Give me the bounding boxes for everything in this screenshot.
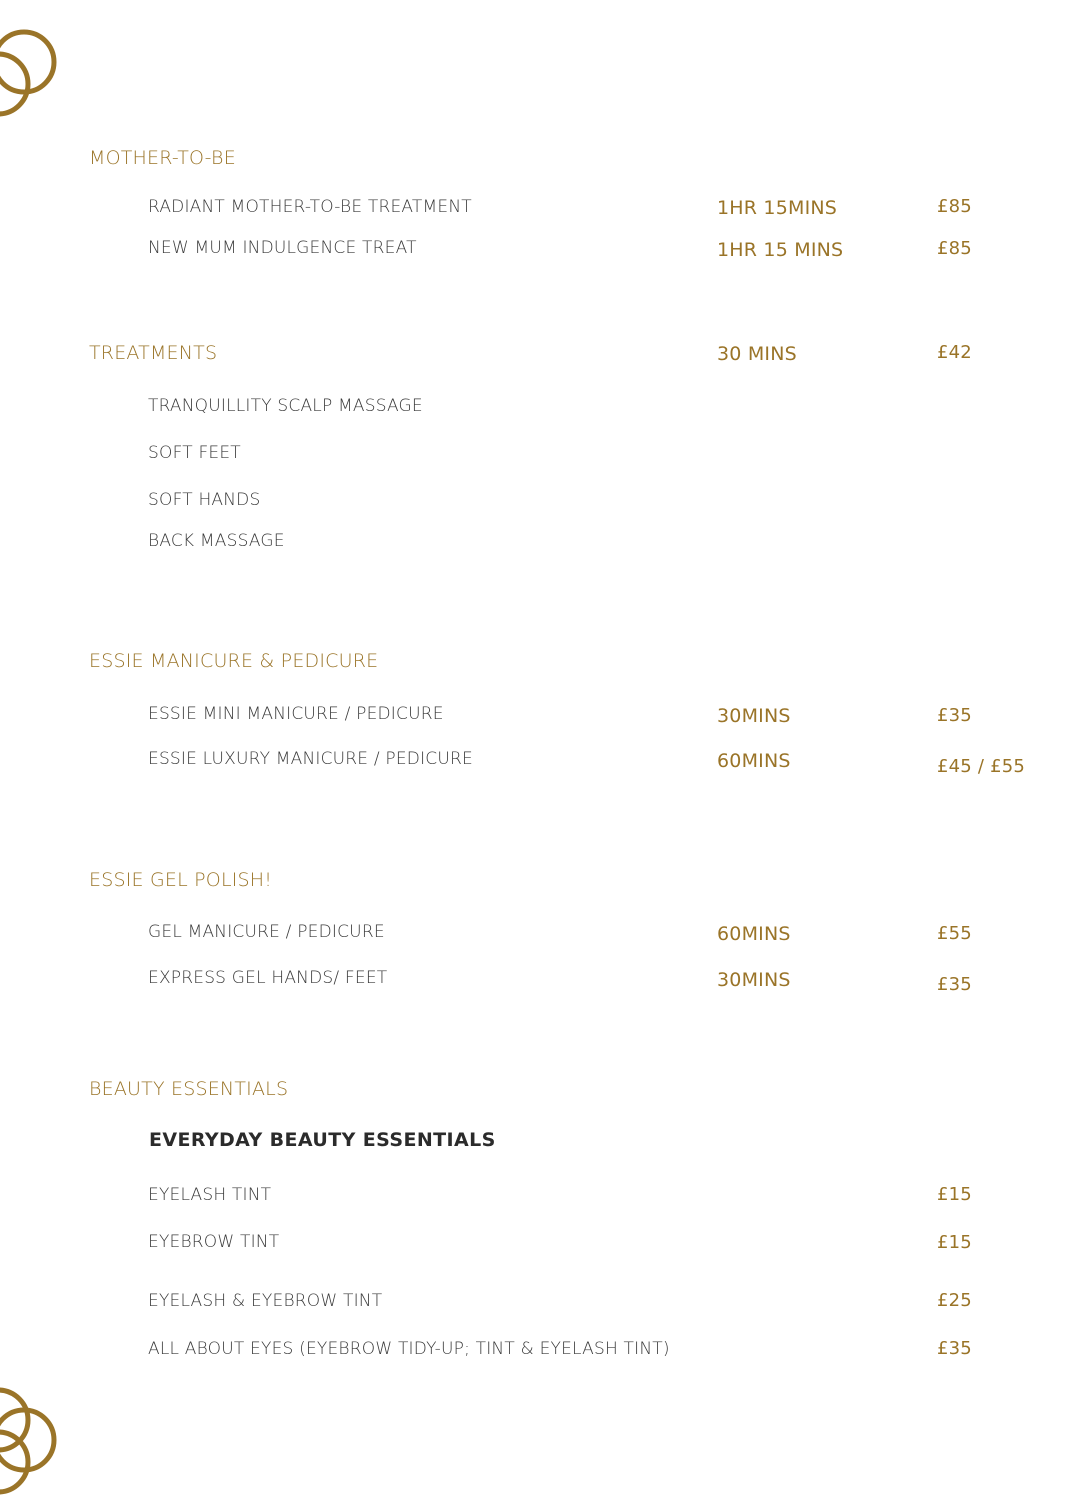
service-duration: 30 MINS bbox=[717, 343, 797, 365]
service-name: SOFT FEET bbox=[148, 443, 241, 463]
service-name: EYELASH & EYEBROW TINT bbox=[148, 1291, 383, 1311]
section-heading-beauty-essentials: BEAUTY ESSENTIALS bbox=[89, 1078, 289, 1100]
section-heading-essie-manicure-pedicure: ESSIE MANICURE & PEDICURE bbox=[89, 650, 379, 672]
service-name: ESSIE LUXURY MANICURE / PEDICURE bbox=[148, 749, 473, 769]
service-price: £35 bbox=[937, 974, 972, 995]
service-price: £85 bbox=[937, 196, 972, 217]
service-name: ALL ABOUT EYES (EYEBROW TIDY-UP; TINT & EYELASH TINT) bbox=[148, 1339, 670, 1359]
service-price: £35 bbox=[937, 1338, 972, 1359]
service-price: £25 bbox=[937, 1290, 972, 1311]
service-name: GEL MANICURE / PEDICURE bbox=[148, 922, 385, 942]
service-name: TRANQUILLITY SCALP MASSAGE bbox=[148, 396, 423, 416]
service-price: £55 bbox=[937, 923, 972, 944]
service-name: ESSIE MINI MANICURE / PEDICURE bbox=[148, 704, 444, 724]
service-price: £85 bbox=[937, 238, 972, 259]
service-duration: 1HR 15 MINS bbox=[717, 239, 844, 261]
service-duration: 30MINS bbox=[717, 705, 791, 727]
gold-rings-logo-icon bbox=[0, 18, 60, 118]
subheading-everyday-beauty: EVERYDAY BEAUTY ESSENTIALS bbox=[149, 1129, 496, 1151]
service-name: RADIANT MOTHER-TO-BE TREATMENT bbox=[148, 197, 472, 217]
section-heading-essie-gel-polish: ESSIE GEL POLISH! bbox=[89, 869, 273, 891]
service-duration: 60MINS bbox=[717, 923, 791, 945]
service-price: £35 bbox=[937, 705, 972, 726]
service-duration: 1HR 15MINS bbox=[717, 197, 838, 219]
gold-rings-logo-icon bbox=[0, 1380, 60, 1500]
section-heading-treatments: TREATMENTS bbox=[89, 342, 218, 364]
service-price: £42 bbox=[937, 342, 972, 363]
service-duration: 30MINS bbox=[717, 969, 791, 991]
service-duration: 60MINS bbox=[717, 750, 791, 772]
service-name: BACK MASSAGE bbox=[148, 531, 285, 551]
service-price: £45 / £55 bbox=[937, 756, 1026, 777]
service-name: SOFT HANDS bbox=[148, 490, 261, 510]
service-name: EYELASH TINT bbox=[148, 1185, 272, 1205]
section-heading-mother-to-be: MOTHER-TO-BE bbox=[89, 147, 236, 169]
service-name: NEW MUM INDULGENCE TREAT bbox=[148, 238, 417, 258]
service-price: £15 bbox=[937, 1232, 972, 1253]
service-name: EXPRESS GEL HANDS/ FEET bbox=[148, 968, 388, 988]
service-price: £15 bbox=[937, 1184, 972, 1205]
service-name: EYEBROW TINT bbox=[148, 1232, 280, 1252]
